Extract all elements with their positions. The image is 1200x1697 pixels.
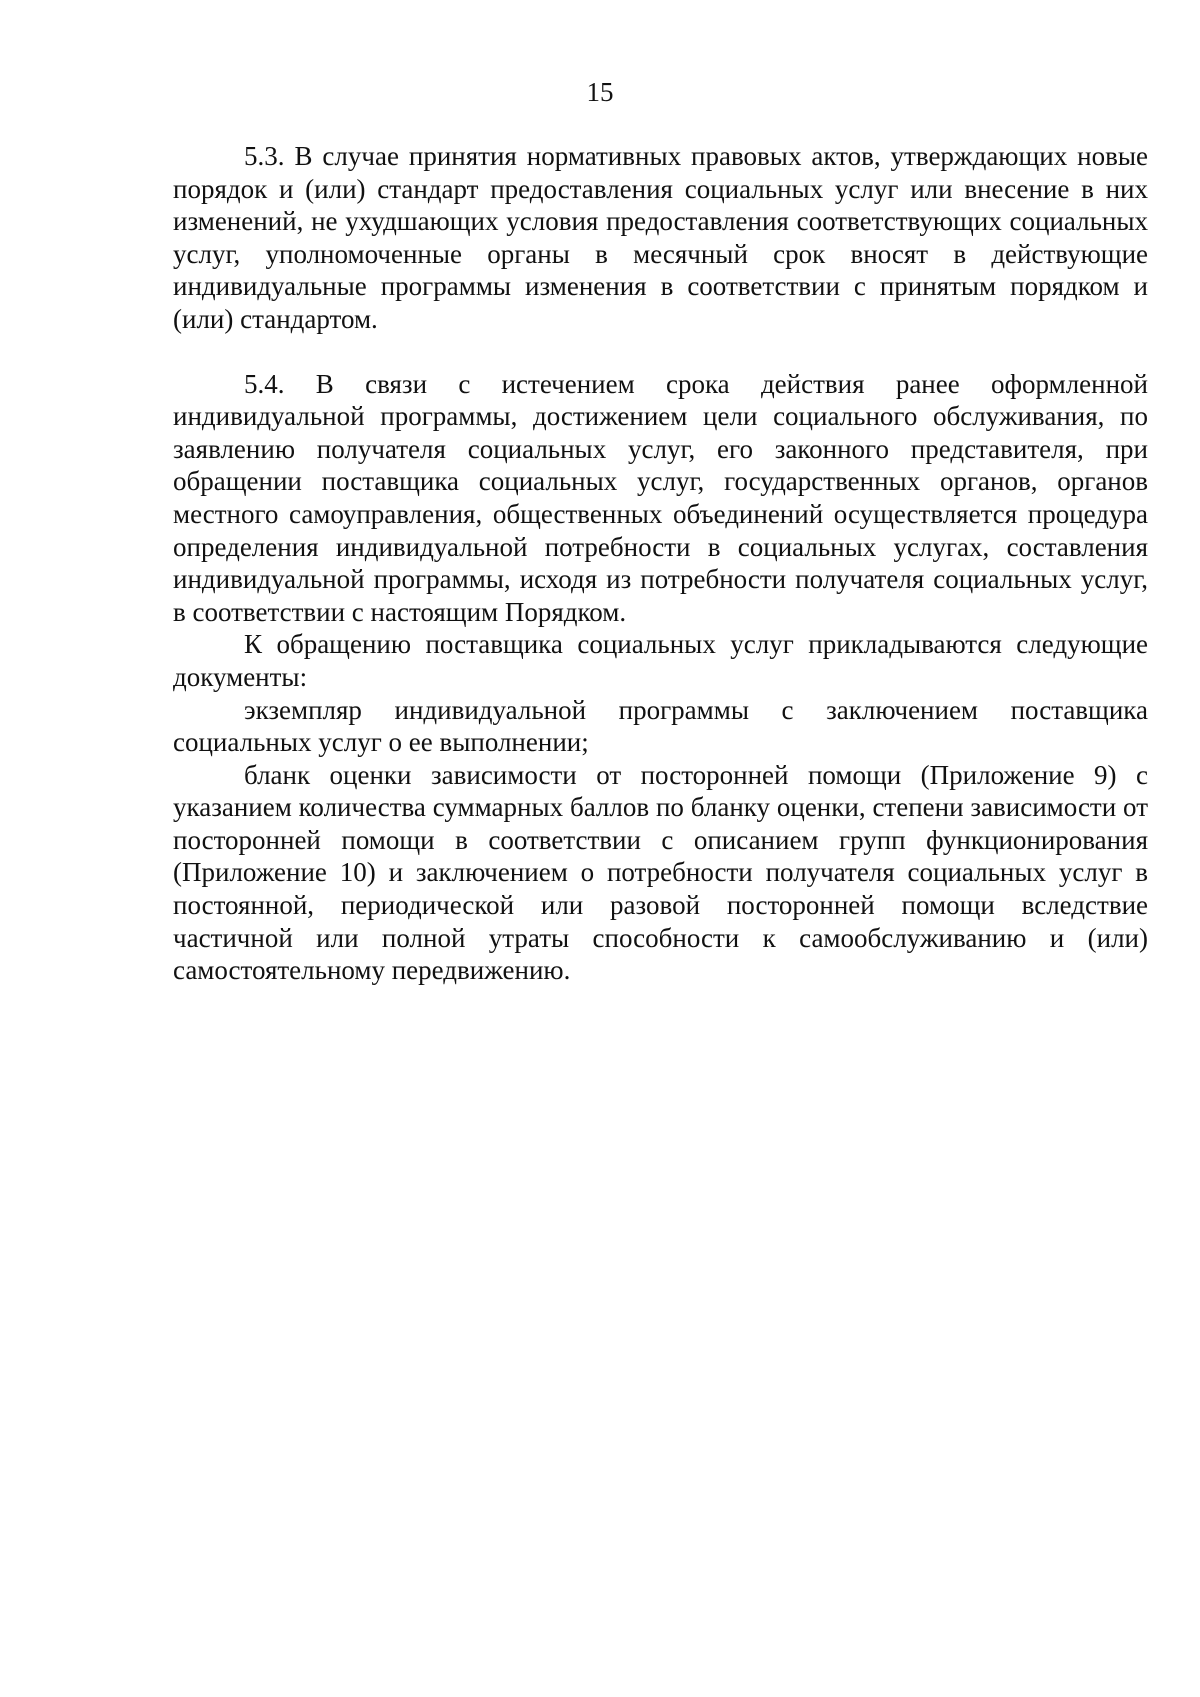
paragraph-5-4: 5.4. В связи с истечением срока действия ранее оформленной индивидуальной программы, достижением цели социального обслуживания, по заявлению получателя социальных услуг, его законного представителя, при обращении поставщика социальных услуг, государственных органов, органов местного самоуправления, общественных объединений осуществляется процедура определения индивидуальной потребности в социальных услугах, составления индивидуальной программы, исходя из потребности получателя социальных услуг, в соответствии с настоящим Порядком. — [173, 368, 1148, 627]
document-body — [173, 140, 1148, 987]
page-number: 15 — [586, 77, 614, 107]
paragraph-attachments-intro: К обращению поставщика социальных услуг прикладываются следующие документы: — [173, 629, 1148, 692]
paragraph-attachment-assessment-form: бланк оценки зависимости от посторонней помощи (Приложение 9) с указанием количества суммарных баллов по бланку оценки, степени зависимости от посторонней помощи в соответствии с описанием групп функционирования (Приложение 10) и заключением о потребности получателя социальных услуг в постоянной, периодической или разовой посторонней помощи вследствие частичной или полной утраты способности к самообслуживанию и (или) самостоятельному передвижению. — [173, 759, 1148, 986]
paragraph-attachment-program-copy: экземпляр индивидуальной программы с заключением поставщика социальных услуг о ее выполнении; — [173, 694, 1148, 758]
paragraph-5-3: 5.3. В случае принятия нормативных правовых актов, утверждающих новые порядок и (или) стандарт предоставления социальных услуг или внесение в них изменений, не ухудшающих условия предоставления соответствующих социальных услуг, уполномоченные органы в месячный срок вносят в действующие индивидуальные программы изменения в соответствии с принятым порядком и (или) стандартом. — [173, 141, 1148, 334]
